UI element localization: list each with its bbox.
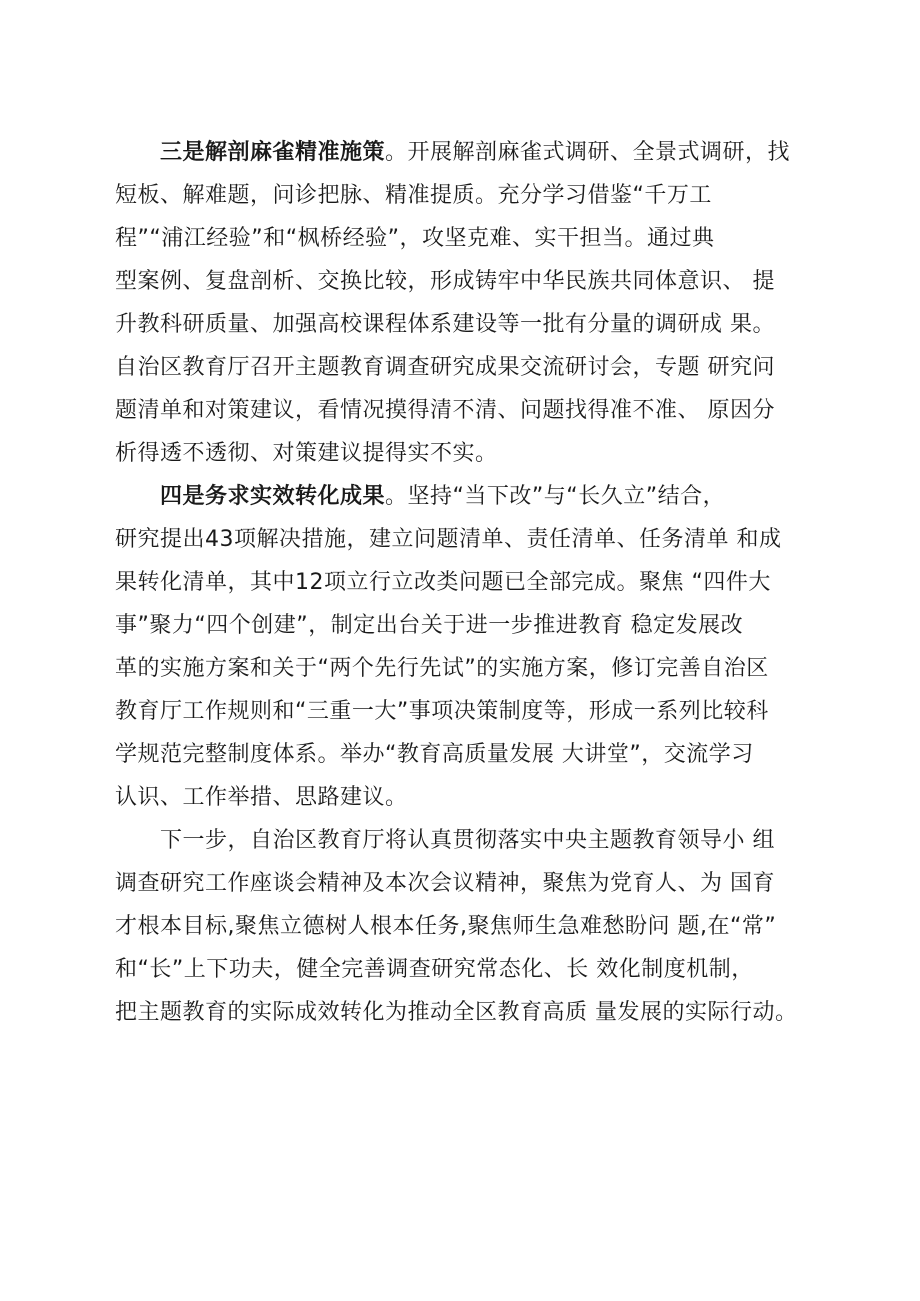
paragraph-heading: 四是务求实效转化成果 — [160, 484, 386, 509]
text-line: 型案例、复盘剖析、交换比较，形成铸牢中华民族共同体意识、 提 — [115, 269, 775, 294]
text-line: 下一步，自治区教育厅将认真贯彻落实中央主题教育领导小 组 — [160, 828, 775, 853]
text-line: 革的实施方案和关于“两个先行先试”的实施方案，修订完善自治区 — [115, 656, 769, 681]
text-line: 短板、解难题，问诊把脉、精准提质。充分学习借鉴“千万工 — [115, 183, 712, 208]
text-line: 事”聚力“四个创建”，制定出台关于进一步推进教育 稳定发展改 — [115, 613, 744, 638]
text-line: 题清单和对策建议，看情况摸得清不清、问题找得准不准、 原因分 — [115, 398, 775, 423]
paragraph-heading: 三是解剖麻雀精准施策 — [160, 140, 386, 165]
line-text: 。开展解剖麻雀式调研、全景式调研，找 — [385, 140, 791, 165]
text-line: 程”“浦江经验”和“枫桥经验”，攻坚克难、实干担当。通过典 — [115, 226, 715, 251]
text-line: 果转化清单，其中12项立行立改类问题已全部完成。聚焦 “四件大 — [115, 570, 771, 595]
text-line: 和“长”上下功夫，健全完善调查研究常态化、长 效化制度机制， — [115, 957, 754, 982]
text-line — [160, 481, 725, 513]
text-line: 研究提出43项解决措施，建立问题清单、责任清单、任务清单 和成 — [115, 527, 782, 552]
text-line: 调查研究工作座谈会精神及本次会议精神，聚焦为党育人、为 国育 — [115, 871, 775, 896]
text-line — [160, 137, 790, 169]
text-line: 教育厅工作规则和“三重一大”事项决策制度等，形成一系列比较科 — [115, 699, 769, 724]
text-line: 学规范完整制度体系。举办“教育高质量发展 大讲堂”，交流学习 — [115, 742, 754, 767]
text-line: 才根本目标,聚焦立德树人根本任务,聚焦师生急难愁盼问 题,在“常” — [115, 914, 777, 939]
text-line: 析得透不透彻、对策建议提得实不实。 — [115, 441, 498, 466]
line-text: 。坚持“当下改”与“长久立”结合， — [385, 484, 726, 509]
text-line: 自治区教育厅召开主题教育调查研究成果交流研讨会，专题 研究问 — [115, 355, 775, 380]
text-line: 升教科研质量、加强高校课程体系建设等一批有分量的调研成 果。 — [115, 312, 775, 337]
text-line: 认识、工作举措、思路建议。 — [115, 785, 408, 810]
text-line: 把主题教育的实际成效转化为推动全区教育高质 量发展的实际行动。 — [115, 1000, 798, 1025]
